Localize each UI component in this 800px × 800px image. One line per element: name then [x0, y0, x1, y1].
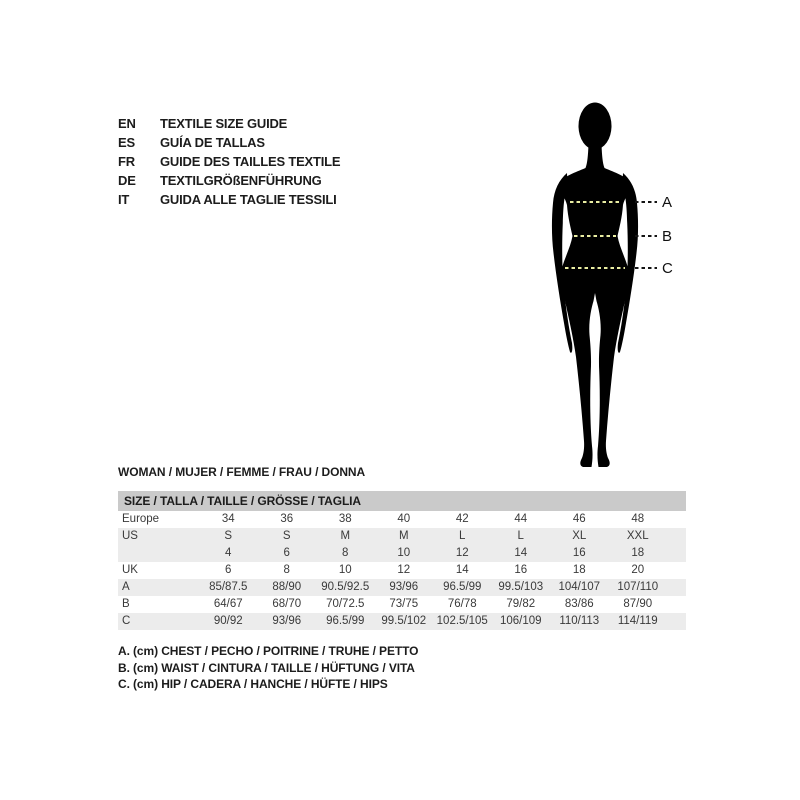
legend-line-hip: C. (cm) HIP / CADERA / HANCHE / HÜFTE / HIPS: [118, 677, 388, 691]
table-cell: 4: [225, 547, 232, 559]
marker-label-b: B: [662, 228, 673, 245]
table-cell: 99.5/103: [498, 581, 544, 593]
table-cell: 6: [225, 564, 232, 576]
legend-line-chest: A. (cm) CHEST / PECHO / POITRINE / TRUHE / PETTO: [118, 644, 419, 658]
size-table: [118, 491, 686, 630]
table-row-label: UK: [122, 564, 138, 576]
table-cell: 96.5/99: [326, 615, 365, 627]
table-cell: 90/92: [213, 615, 243, 627]
language-code: FR: [118, 154, 135, 169]
table-row-label: A: [122, 581, 130, 593]
table-cell: XXL: [626, 530, 649, 542]
table-cell: 88/90: [272, 581, 302, 593]
table-cell: 8: [283, 564, 290, 576]
table-cell: 90.5/92.5: [321, 581, 370, 593]
table-cell: 12: [455, 547, 469, 559]
table-row-label: [118, 545, 199, 562]
section-title: WOMAN / MUJER / FEMME / FRAU / DONNA: [118, 465, 366, 479]
table-row: [118, 545, 686, 562]
table-cell: 42: [455, 513, 469, 525]
table-cell: 14: [455, 564, 469, 576]
language-label: GUIDE DES TAILLES TEXTILE: [160, 154, 341, 169]
table-row-label: B: [122, 598, 130, 610]
table-cell: 79/82: [506, 598, 536, 610]
table-cell: 34: [221, 513, 235, 525]
table-row: [118, 528, 686, 545]
table-cell: 38: [338, 513, 352, 525]
table-cell: 114/119: [617, 615, 658, 627]
table-cell: 70/72.5: [326, 598, 365, 610]
size-table-header: SIZE / TALLA / TAILLE / GRÖSSE / TAGLIA: [118, 491, 686, 511]
table-cell: 18: [572, 564, 586, 576]
measurement-legend: [118, 643, 418, 693]
table-row-label: Europe: [122, 513, 160, 525]
table-cell: 16: [572, 547, 586, 559]
table-row: [118, 562, 686, 579]
table-cell: 40: [397, 513, 411, 525]
table-cell: L: [517, 530, 524, 542]
silhouette-head: [579, 103, 612, 150]
table-cell: 12: [397, 564, 411, 576]
table-row: [118, 579, 686, 596]
language-list: [118, 114, 340, 209]
table-cell: 76/78: [447, 598, 477, 610]
language-code: ES: [118, 135, 135, 150]
table-row-spacer: [667, 511, 686, 528]
table-cell: 85/87.5: [209, 581, 248, 593]
language-code: EN: [118, 116, 136, 131]
table-cell: 36: [280, 513, 294, 525]
woman-silhouette: [552, 103, 638, 468]
table-row-spacer: [667, 528, 686, 545]
table-cell: 16: [514, 564, 528, 576]
table-row-spacer: [667, 562, 686, 579]
table-cell: 107/110: [617, 581, 659, 593]
table-cell: L: [459, 530, 466, 542]
language-code: IT: [118, 192, 130, 207]
table-cell: 93/96: [389, 581, 419, 593]
table-cell: M: [340, 530, 351, 542]
table-cell: 48: [631, 513, 645, 525]
language-label: GUIDA ALLE TAGLIE TESSILI: [160, 192, 337, 207]
table-cell: 87/90: [623, 598, 653, 610]
table-row-label: C: [122, 615, 131, 627]
table-row-spacer: [667, 596, 686, 613]
table-cell: 44: [514, 513, 528, 525]
table-cell: 46: [572, 513, 586, 525]
table-cell: 68/70: [272, 598, 302, 610]
table-cell: 6: [283, 547, 290, 559]
language-label: TEXTILE SIZE GUIDE: [160, 116, 288, 131]
marker-label-a: A: [662, 194, 673, 211]
language-row: [118, 171, 340, 190]
table-cell: 110/113: [559, 615, 600, 627]
table-cell: 99.5/102: [381, 615, 427, 627]
table-cell: 93/96: [272, 615, 302, 627]
table-cell: S: [224, 530, 233, 542]
language-label: TEXTILGRÖßENFÜHRUNG: [160, 173, 322, 188]
table-cell: 10: [338, 564, 352, 576]
table-cell: 73/75: [389, 598, 419, 610]
table-row-spacer: [667, 545, 686, 562]
table-row: [118, 511, 686, 528]
table-row-label: US: [122, 530, 138, 542]
table-cell: S: [282, 530, 291, 542]
table-cell: 104/107: [558, 581, 601, 593]
table-cell: XL: [572, 530, 587, 542]
language-code: DE: [118, 173, 136, 188]
table-row: [118, 596, 686, 613]
language-row: [118, 152, 340, 171]
table-cell: 102.5/105: [436, 615, 488, 627]
table-cell: 64/67: [213, 598, 243, 610]
table-cell: 18: [631, 547, 645, 559]
language-row: [118, 190, 340, 209]
table-row: [118, 613, 686, 630]
woman-silhouette-figure: [540, 95, 700, 480]
table-cell: M: [398, 530, 409, 542]
table-cell: 14: [514, 547, 528, 559]
language-label: GUÍA DE TALLAS: [160, 135, 265, 150]
legend-line-waist: B. (cm) WAIST / CINTURA / TAILLE / HÜFTUNG / VITA: [118, 660, 415, 675]
table-cell: 106/109: [499, 615, 542, 627]
table-cell: 96.5/99: [443, 581, 482, 593]
table-cell: 83/86: [564, 598, 594, 610]
size-table-body: [118, 511, 686, 630]
table-row-spacer: [667, 613, 686, 630]
table-cell: 20: [631, 564, 645, 576]
table-cell: 10: [397, 547, 411, 559]
language-row: [118, 133, 340, 152]
language-row: [118, 114, 340, 133]
table-cell: 8: [342, 547, 349, 559]
table-row-spacer: [667, 579, 686, 596]
marker-label-c: C: [662, 260, 673, 277]
